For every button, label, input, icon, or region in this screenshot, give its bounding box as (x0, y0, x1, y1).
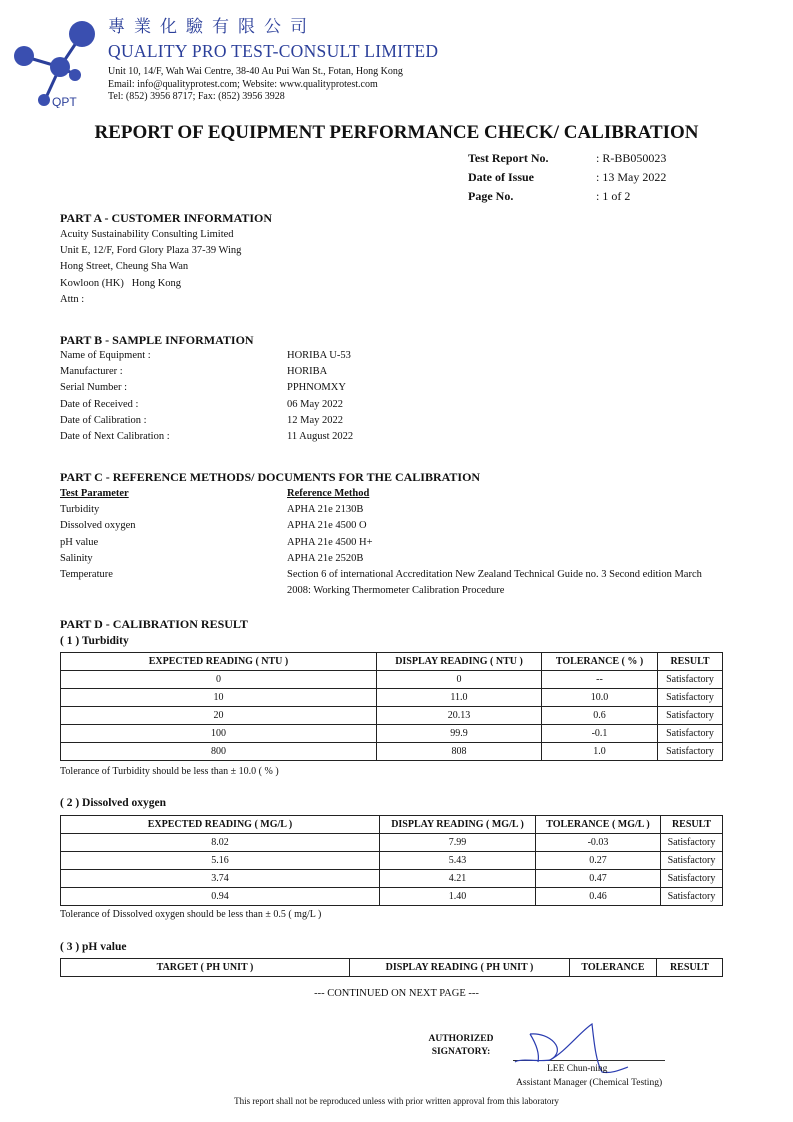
customer-info (60, 227, 241, 308)
customer-line: Kowloon (HK) Hong Kong (60, 277, 182, 289)
qpt-logo (8, 12, 98, 108)
table-cell: 4.21 (380, 870, 536, 888)
table-cell: 0.46 (536, 888, 661, 906)
table-cell: Satisfactory (658, 707, 723, 725)
field-value: HORIBA (287, 366, 328, 378)
field-value: HORIBA U-53 (287, 350, 351, 361)
table-cell: Satisfactory (661, 852, 723, 870)
column-header: DISPLAY READING ( MG/L ) (380, 816, 536, 834)
field-label: Manufacturer : (60, 366, 123, 378)
table-cell: 20 (61, 707, 377, 725)
table-cell: 99.9 (377, 725, 542, 743)
table-row (61, 852, 723, 870)
table-cell: 0.94 (61, 888, 380, 906)
table-cell: 5.43 (380, 852, 536, 870)
meta-value: : R-BB050023 (596, 151, 667, 165)
table-cell: 1.40 (380, 888, 536, 906)
table-cell: -0.03 (536, 834, 661, 852)
table-header-row (61, 653, 723, 671)
meta-label: Page No. (468, 189, 514, 203)
table-cell: 10 (61, 689, 377, 707)
field-value: 12 May 2022 (287, 414, 343, 426)
ph-label: ( 3 ) pH value (60, 941, 127, 953)
table-cell: 1.0 (542, 743, 658, 761)
meta-value: : 1 of 2 (596, 189, 631, 203)
company-name-chinese: 專業化驗有限公司 (108, 17, 316, 36)
table-header-row (61, 959, 723, 977)
turbidity-table (60, 652, 723, 761)
continued-note: --- CONTINUED ON NEXT PAGE --- (314, 988, 479, 999)
table-cell: Satisfactory (661, 870, 723, 888)
dissolved-oxygen-note: Tolerance of Dissolved oxygen should be less than ± 0.5 ( mg/L ) (60, 909, 322, 920)
customer-line: Hong Street, Cheung Sha Wan (60, 261, 189, 273)
signatory-label-line: AUTHORIZED (428, 1034, 494, 1044)
column-header: TARGET ( PH UNIT ) (61, 959, 350, 977)
parameter: Temperature (60, 569, 113, 581)
field-label: Date of Received : (60, 398, 139, 410)
table-cell: Satisfactory (658, 725, 723, 743)
table-cell: 10.0 (542, 689, 658, 707)
method: APHA 21e 2130B (287, 504, 364, 516)
customer-line: Acuity Sustainability Consulting Limited (60, 229, 234, 240)
table-cell: 808 (377, 743, 542, 761)
table-cell: Satisfactory (658, 689, 723, 707)
address: Unit 10, 14/F, Wah Wai Centre, 38-40 Au Pui Wan St., Fotan, Hong Kong (108, 66, 403, 77)
dissolved-oxygen-table (60, 815, 723, 906)
table-cell: 0 (61, 671, 377, 689)
parameter: Salinity (60, 552, 93, 564)
field-label: Date of Calibration : (60, 414, 147, 426)
email-website: Email: info@qualityprotest.com; Website: www.qualityprotest.com (108, 78, 378, 90)
table-cell: 20.13 (377, 707, 542, 725)
meta-label: Date of Issue (468, 170, 534, 184)
column-header: RESULT (658, 653, 723, 671)
ph-table (60, 958, 723, 977)
table-cell: 8.02 (61, 834, 380, 852)
turbidity-note: Tolerance of Turbidity should be less than ± 10.0 ( % ) (60, 766, 279, 777)
table-cell: 3.74 (61, 870, 380, 888)
table-cell: Satisfactory (658, 743, 723, 761)
table-cell: 0 (377, 671, 542, 689)
svg-text:QPT: QPT (52, 95, 77, 108)
column-header: Reference Method (287, 488, 370, 499)
column-header: EXPECTED READING ( MG/L ) (61, 816, 380, 834)
table-cell: 0.47 (536, 870, 661, 888)
meta-label: Test Report No. (468, 151, 549, 165)
part-c-heading: PART C - REFERENCE METHODS/ DOCUMENTS FOR THE CALIBRATION (60, 470, 481, 484)
signatory-name: LEE Chun-ning (547, 1064, 608, 1074)
customer-line: Unit E, 12/F, Ford Glory Plaza 37-39 Wing (60, 245, 242, 257)
part-b-heading: PART B - SAMPLE INFORMATION (60, 333, 254, 347)
table-cell: 0.6 (542, 707, 658, 725)
table-cell: 800 (61, 743, 377, 761)
column-header: TOLERANCE (570, 959, 657, 977)
column-header: Test Parameter (60, 488, 129, 499)
table-cell: -0.1 (542, 725, 658, 743)
dissolved-oxygen-label: ( 2 ) Dissolved oxygen (60, 797, 167, 809)
table-cell: 0.27 (536, 852, 661, 870)
field-value: 06 May 2022 (287, 398, 343, 410)
footer-disclaimer: This report shall not be reproduced unless with prior written approval from this laboratory (234, 1096, 559, 1106)
table-cell: Satisfactory (658, 671, 723, 689)
table-cell: 5.16 (61, 852, 380, 870)
table-row (61, 671, 723, 689)
table-cell: Satisfactory (661, 834, 723, 852)
table-row (61, 888, 723, 906)
parameter: Dissolved oxygen (60, 520, 136, 532)
table-cell: 11.0 (377, 689, 542, 707)
method: APHA 21e 2520B (287, 552, 364, 564)
company-contact (108, 66, 403, 104)
table-row (61, 870, 723, 888)
parameter: Turbidity (60, 504, 100, 516)
field-value: PPHNOMXY (287, 382, 346, 394)
column-header: EXPECTED READING ( NTU ) (61, 653, 377, 671)
meta-value: : 13 May 2022 (596, 170, 667, 184)
column-header: TOLERANCE ( MG/L ) (536, 816, 661, 834)
customer-line: Attn : (60, 293, 85, 305)
reference-methods (60, 486, 730, 599)
report-meta (468, 149, 666, 206)
table-cell: -- (542, 671, 658, 689)
method: Section 6 of international Accreditation New Zealand Technical Guide no. 3 Second edition March 2008: Working Thermometer Calibration Procedure (287, 569, 702, 597)
column-header: RESULT (657, 959, 723, 977)
method: APHA 21e 4500 H+ (287, 536, 373, 548)
parameter: pH value (60, 536, 99, 548)
report-title: REPORT OF EQUIPMENT PERFORMANCE CHECK/ CALIBRATION (94, 122, 699, 143)
field-label: Name of Equipment : (60, 350, 151, 361)
column-header: DISPLAY READING ( PH UNIT ) (350, 959, 570, 977)
telephone: Tel: (852) 3956 8717; Fax: (852) 3956 3928 (108, 91, 285, 102)
sample-info (60, 348, 353, 445)
table-cell: 7.99 (380, 834, 536, 852)
table-row (61, 725, 723, 743)
table-row (61, 707, 723, 725)
table-row (61, 689, 723, 707)
table-row (61, 743, 723, 761)
field-value: 11 August 2022 (287, 431, 354, 443)
column-header: DISPLAY READING ( NTU ) (377, 653, 542, 671)
turbidity-label: ( 1 ) Turbidity (60, 635, 129, 647)
company-name: QUALITY PRO TEST-CONSULT LIMITED (108, 41, 439, 61)
signatory-position: Assistant Manager (Chemical Testing) (516, 1078, 663, 1088)
signatory-label-line: SIGNATORY: (431, 1047, 491, 1057)
column-header: TOLERANCE ( % ) (542, 653, 658, 671)
signatory-label (420, 1033, 502, 1059)
table-cell: Satisfactory (661, 888, 723, 906)
field-label: Serial Number : (60, 382, 128, 394)
table-header-row (61, 816, 723, 834)
method: APHA 21e 4500 O (287, 520, 367, 532)
table-row (61, 834, 723, 852)
field-label: Date of Next Calibration : (60, 431, 170, 443)
table-cell: 100 (61, 725, 377, 743)
part-a-heading: PART A - CUSTOMER INFORMATION (60, 211, 273, 225)
column-header: RESULT (661, 816, 723, 834)
part-d-heading: PART D - CALIBRATION RESULT (60, 617, 248, 631)
